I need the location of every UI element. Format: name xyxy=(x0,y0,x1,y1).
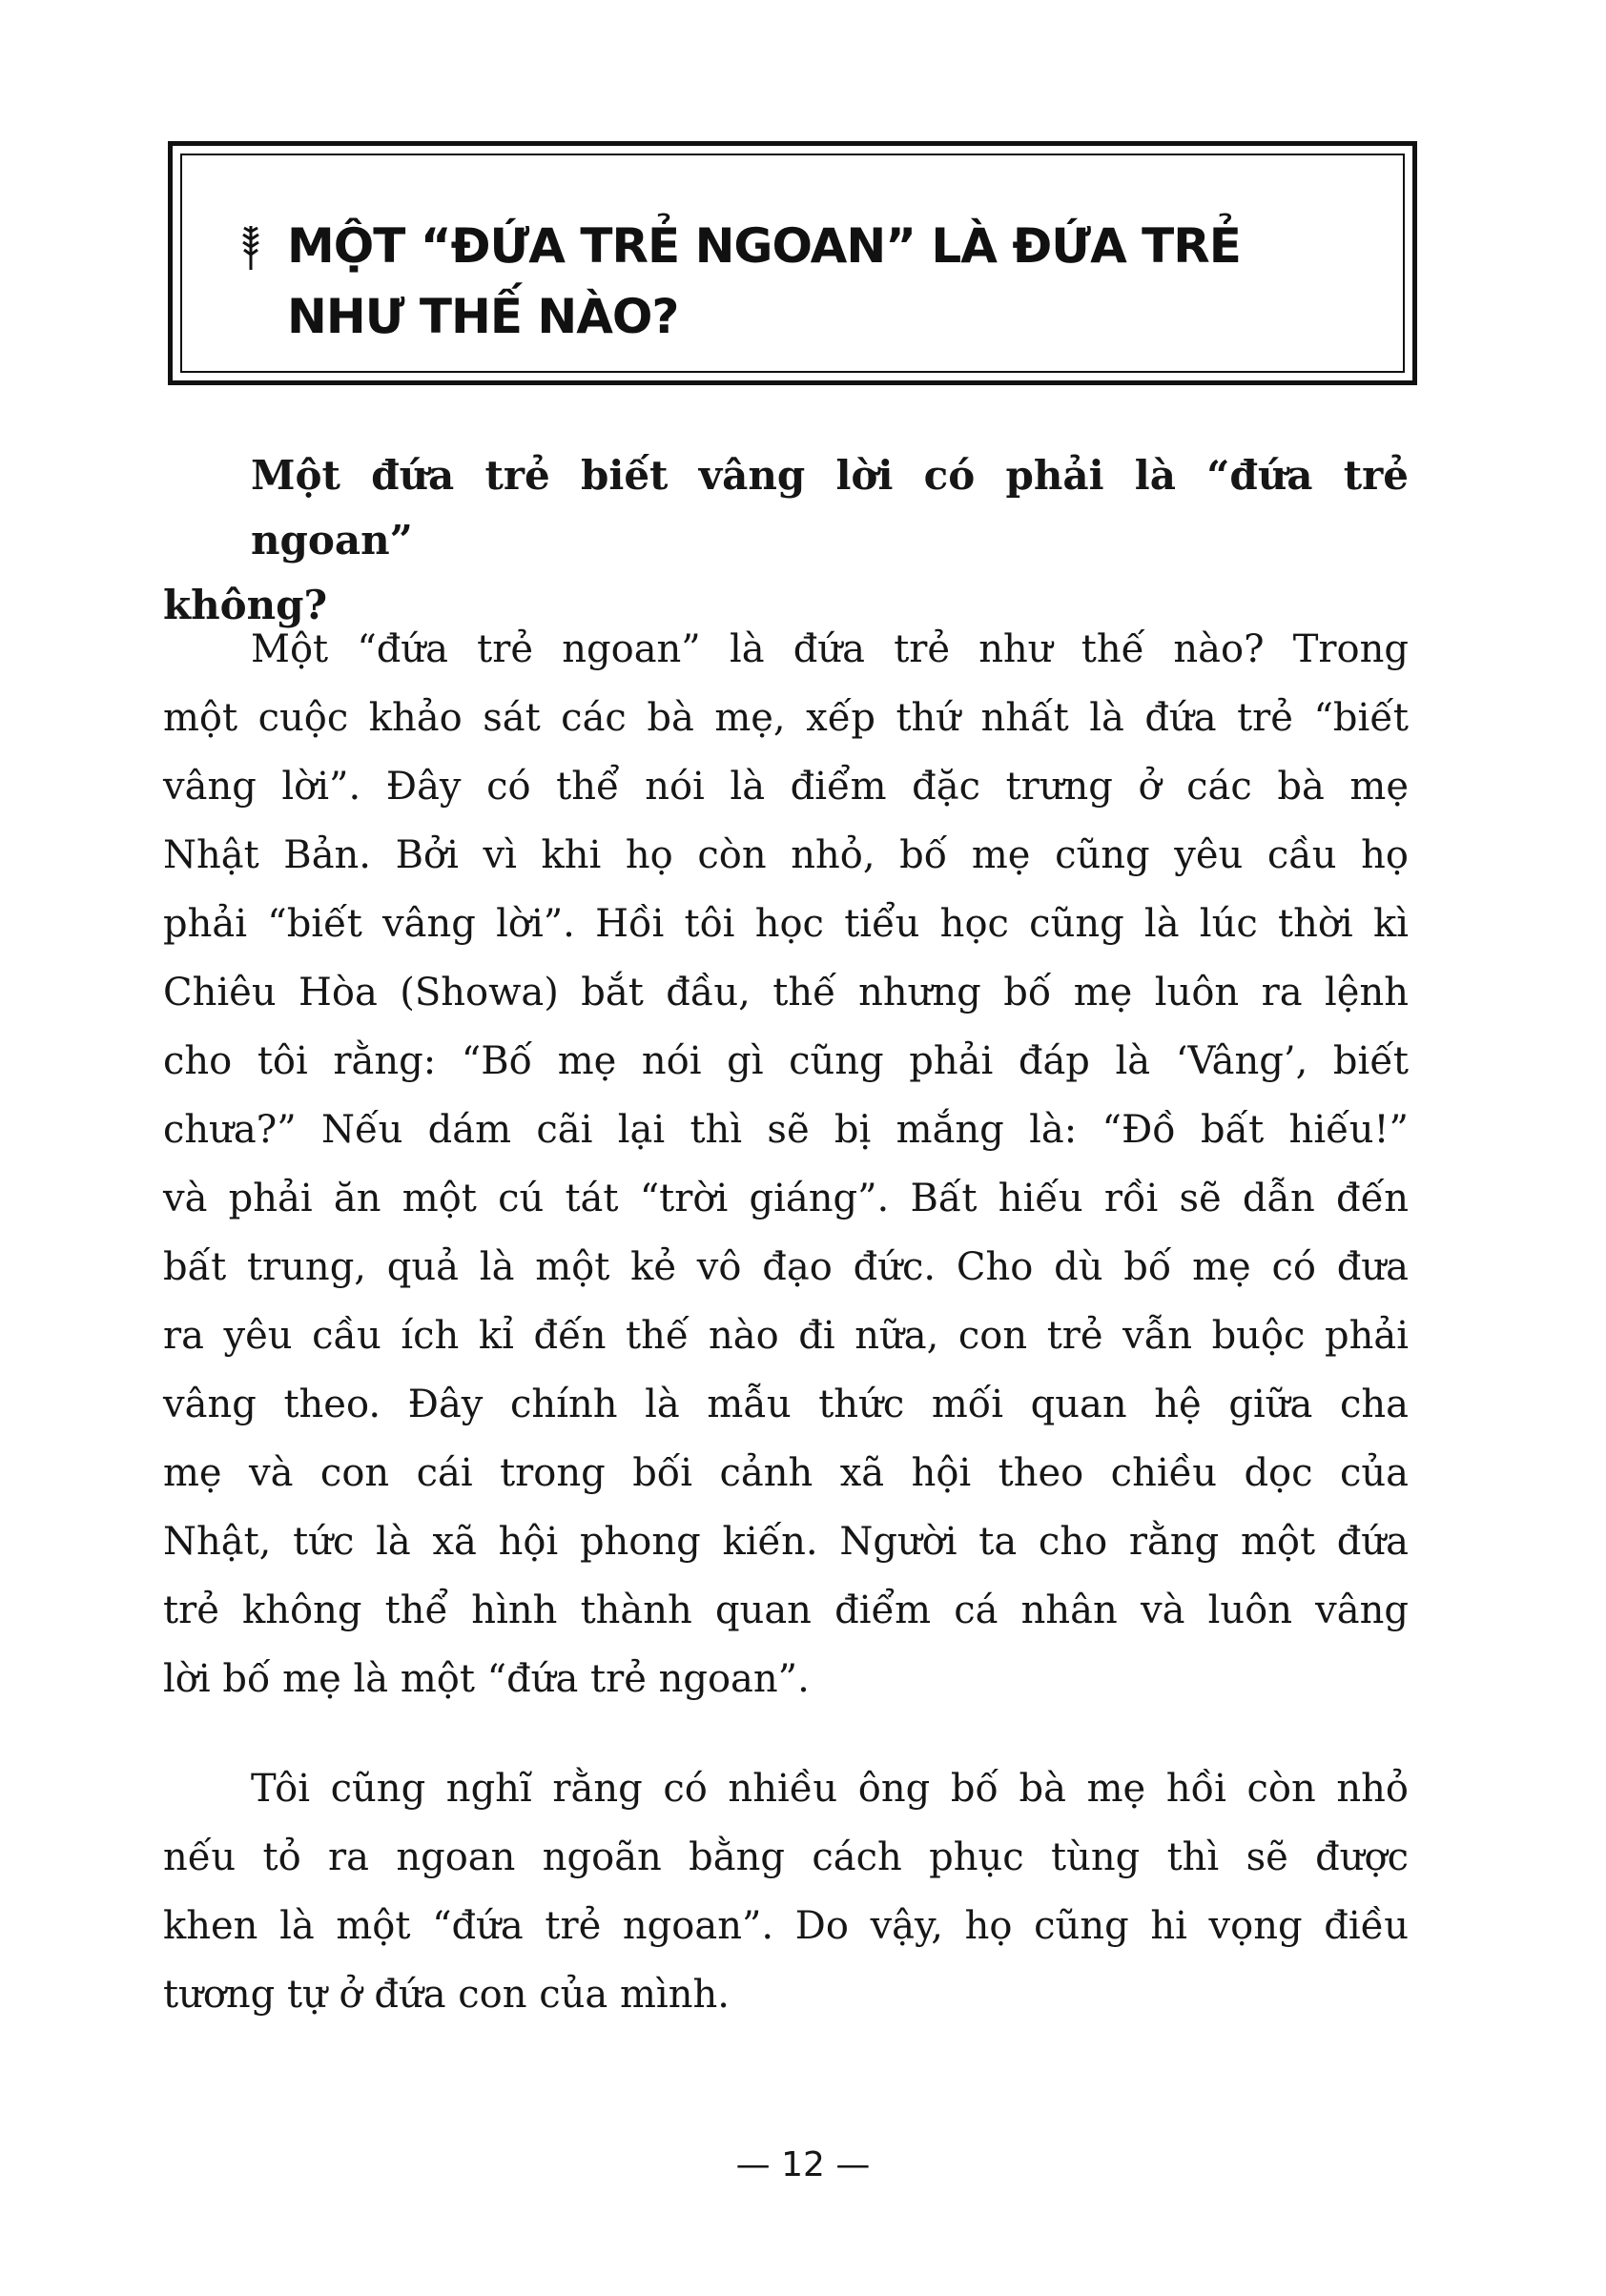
text-line: và phải ăn một cú tát “trời giáng”. Bất hiếu rồi sẽ dẫn đến xyxy=(163,1177,1409,1220)
text-line: Một “đứa trẻ ngoan” là đứa trẻ như thế nào? Trong xyxy=(251,627,1409,671)
heading-inner-border xyxy=(180,154,1405,373)
chapter-heading-box xyxy=(168,141,1417,385)
text-line: lời bố mẹ là một “đứa trẻ ngoan”. xyxy=(163,1657,810,1701)
text-line: cho tôi rằng: “Bố mẹ nói gì cũng phải đáp là ‘Vâng’, biết xyxy=(163,1039,1409,1083)
text-line: một cuộc khảo sát các bà mẹ, xếp thứ nhất là đứa trẻ “biết xyxy=(163,696,1409,740)
section-question xyxy=(163,443,1409,638)
text-line: nếu tỏ ra ngoan ngoãn bằng cách phục tùng thì sẽ được xyxy=(163,1835,1409,1879)
text-line: khen là một “đứa trẻ ngoan”. Do vậy, họ cũng hi vọng điều xyxy=(163,1904,1409,1948)
paragraph-1 xyxy=(163,615,1409,1713)
section-question-line: không? xyxy=(163,582,328,628)
text-line: tương tự ở đứa con của mình. xyxy=(163,1973,730,2017)
text-line: trẻ không thể hình thành quan điểm cá nhân và luôn vâng xyxy=(163,1589,1409,1632)
text-line: Nhật, tức là xã hội phong kiến. Người ta cho rằng một đứa xyxy=(163,1520,1409,1564)
leaf-icon xyxy=(241,224,260,272)
text-line: Tôi cũng nghĩ rằng có nhiều ông bố bà mẹ hồi còn nhỏ xyxy=(251,1767,1409,1811)
text-line: Chiêu Hòa (Showa) bắt đầu, thế nhưng bố mẹ luôn ra lệnh xyxy=(163,971,1409,1015)
chapter-title-line: NHƯ THẾ NÀO? xyxy=(287,289,679,344)
chapter-title-line: MỘT “ĐỨA TRẺ NGOAN” LÀ ĐỨA TRẺ xyxy=(287,218,1241,274)
text-line: chưa?” Nếu dám cãi lại thì sẽ bị mắng là: “Đồ bất hiếu!” xyxy=(163,1108,1409,1152)
page-number: — 12 — xyxy=(735,2145,871,2184)
paragraph-2 xyxy=(163,1754,1409,2029)
text-line: Nhật Bản. Bởi vì khi họ còn nhỏ, bố mẹ cũng yêu cầu họ xyxy=(163,833,1409,877)
text-line: bất trung, quả là một kẻ vô đạo đức. Cho dù bố mẹ có đưa xyxy=(163,1245,1409,1289)
chapter-title xyxy=(287,211,1241,352)
text-line: mẹ và con cái trong bối cảnh xã hội theo chiều dọc của xyxy=(163,1451,1409,1495)
text-line: phải “biết vâng lời”. Hồi tôi học tiểu học cũng là lúc thời kì xyxy=(163,902,1409,946)
text-line: ra yêu cầu ích kỉ đến thế nào đi nữa, con trẻ vẫn buộc phải xyxy=(163,1314,1409,1358)
text-line: vâng lời”. Đây có thể nói là điểm đặc trưng ở các bà mẹ xyxy=(163,765,1409,809)
text-line: vâng theo. Đây chính là mẫu thức mối quan hệ giữa cha xyxy=(163,1383,1409,1426)
section-question-line: Một đứa trẻ biết vâng lời có phải là “đứa trẻ ngoan” xyxy=(251,452,1409,564)
